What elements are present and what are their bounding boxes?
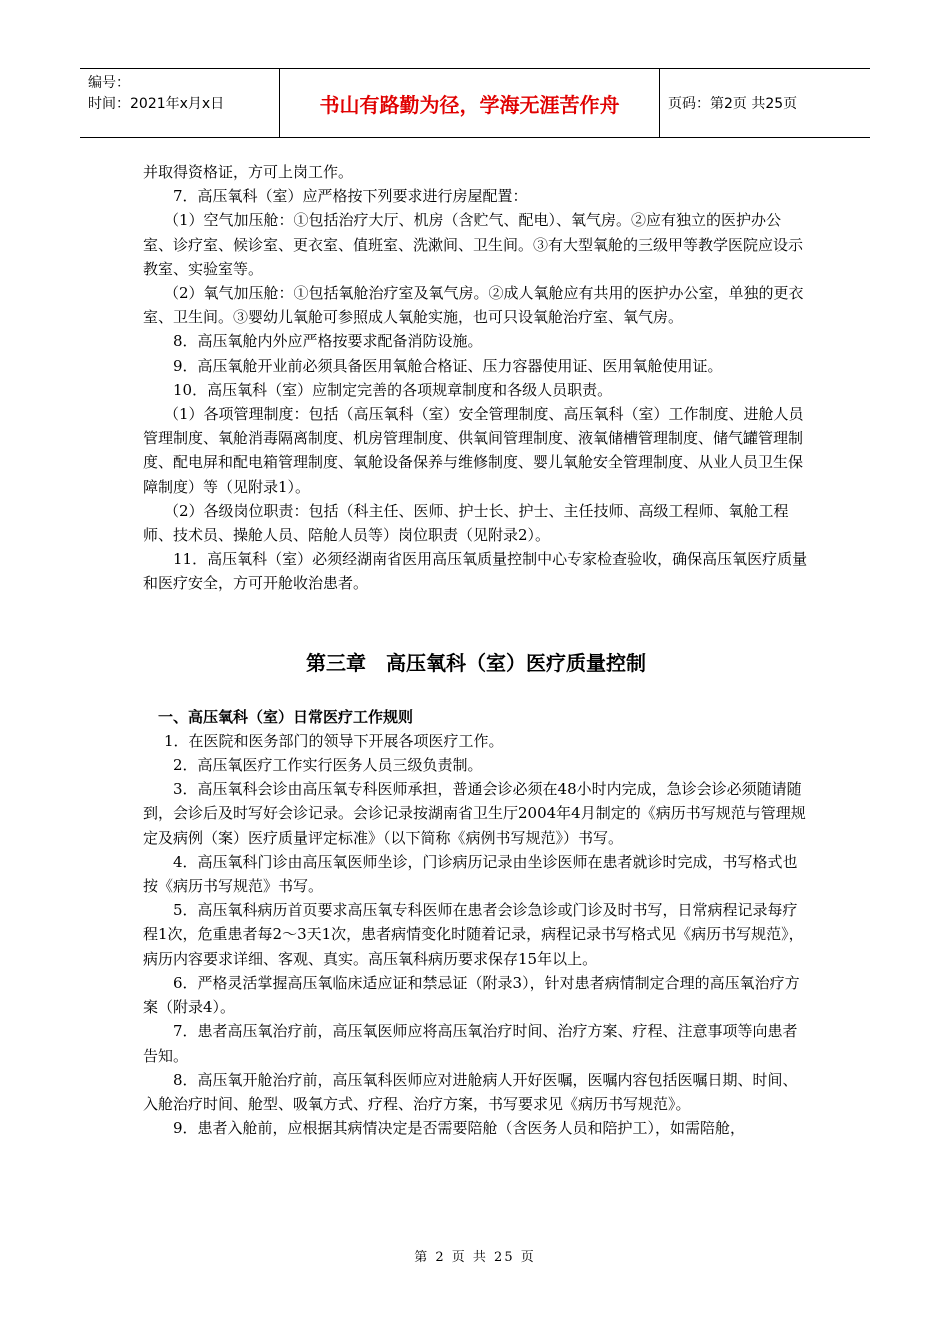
paragraph: 1．在医院和医务部门的领导下开展各项医疗工作。: [164, 731, 504, 750]
paragraph: （2）氧气加压舱：①包括氧舱治疗室及氧气房。②成人氧舱应有共用的医护办公室，单独的更衣室、卫生间。③婴幼儿氧舱可参照成人氧舱实施，也可只设氧舱治疗室、氧气房。: [143, 284, 804, 327]
paragraph: 10．高压氧科（室）应制定完善的各项规章制度和各级人员职责。: [173, 380, 613, 399]
paragraph: 4．高压氧科门诊由高压氧医师坐诊，门诊病历记录由坐诊医师在患者就诊时完成，书写格式也按《病历书写规范》书写。: [143, 852, 798, 896]
paragraph: 2．高压氧医疗工作实行医务人员三级负责制。: [173, 756, 483, 775]
paragraph: （1）各项管理制度：包括（高压氧科（室）安全管理制度、高压氧科（室）工作制度、进舱人员管理制度、氧舱消毒隔离制度、机房管理制度、供氧间管理制度、液氧储槽管理制度、储气罐管理制度、配电屏和配电箱管理制度、氧舱设备保养与维修制度、婴儿氧舱安全管理制度、从业人员卫生保障制度）等（见附录1）。: [143, 405, 804, 496]
paragraph: 5．高压氧科病历首页要求高压氧专科医师在患者会诊急诊或门诊及时书写，日常病程记录每疗程1次，危重患者每2～3天1次，患者病情变化时随着记录，病程记录书写格式见《病历书写规范》，病历内容要求详细、客观、真实。高压氧科病历要求保存15年以上。: [143, 901, 804, 968]
paragraph: （2）各级岗位职责：包括（科主任、医师、护士长、护士、主任技师、高级工程师、氧舱工程师、技术员、操舱人员、陪舱人员等）岗位职责（见附录2）。: [143, 501, 789, 545]
header-info: [80, 69, 280, 137]
paragraph: 6．严格灵活掌握高压氧临床适应证和禁忌证（附录3），针对患者病情制定合理的高压氧治疗方案（附录4）。: [143, 973, 800, 1017]
paragraph: 9．患者入舱前，应根据其病情决定是否需要陪舱（含医务人员和陪护工），如需陪舱，: [173, 1119, 746, 1138]
paragraph: 并取得资格证，方可上岗工作。: [143, 163, 354, 181]
date-label: 时间：2021年x月x日: [88, 96, 225, 112]
header-motto: 书山有路勤为径，学海无涯苦作舟: [280, 69, 660, 137]
paragraph: 11．高压氧科（室）必须经湖南省医用高压氧质量控制中心专家检查验收，确保高压氧医疗质量和医疗安全，方可开舱收治患者。: [143, 550, 808, 593]
page-header: [80, 68, 870, 138]
paragraph: 7．患者高压氧治疗前，高压氧医师应将高压氧治疗时间、治疗方案、疗程、注意事项等向患者告知。: [143, 1022, 798, 1065]
paragraph: 9．高压氧舱开业前必须具备医用氧舱合格证、压力容器使用证、医用氧舱使用证。: [173, 356, 723, 375]
paragraph: 3．高压氧科会诊由高压氧专科医师承担，普通会诊必须在48小时内完成，急诊会诊必须随请随到，会诊后及时写好会诊记录。会诊记录按湖南省卫生厅2004年4月制定的《病历书写规范与管理规定及病例（案）医疗质量评定标准》（以下简称《病例书写规范》）书写。: [143, 780, 806, 847]
number-label: 编号：: [88, 75, 130, 91]
paragraph: （1）空气加压舱：①包括治疗大厅、机房（含贮气、配电）、氧气房。②应有独立的医护办公室、诊疗室、候诊室、更衣室、值班室、洗漱间、卫生间。③有大型氧舱的三级甲等教学医院应设示教室、实验室等。: [143, 211, 804, 278]
paragraph: 8．高压氧开舱治疗前，高压氧科医师应对进舱病人开好医嘱，医嘱内容包括医嘱日期、时间、入舱治疗时间、舱型、吸氧方式、疗程、治疗方案，书写要求见《病历书写规范》。: [143, 1070, 798, 1113]
paragraph: 8．高压氧舱内外应严格按要求配备消防设施。: [173, 332, 483, 351]
chapter-title: 第三章 高压氧科（室）医疗质量控制: [306, 650, 646, 675]
page-footer: 第 2 页 共 25 页: [414, 1250, 536, 1265]
paragraph: 7．高压氧科（室）应严格按下列要求进行房屋配置：: [173, 187, 528, 206]
section-title: 一、高压氧科（室）日常医疗工作规则: [158, 707, 414, 726]
header-page-label: 页码：第2页 共25页: [668, 96, 798, 112]
document-body: [143, 160, 809, 1140]
